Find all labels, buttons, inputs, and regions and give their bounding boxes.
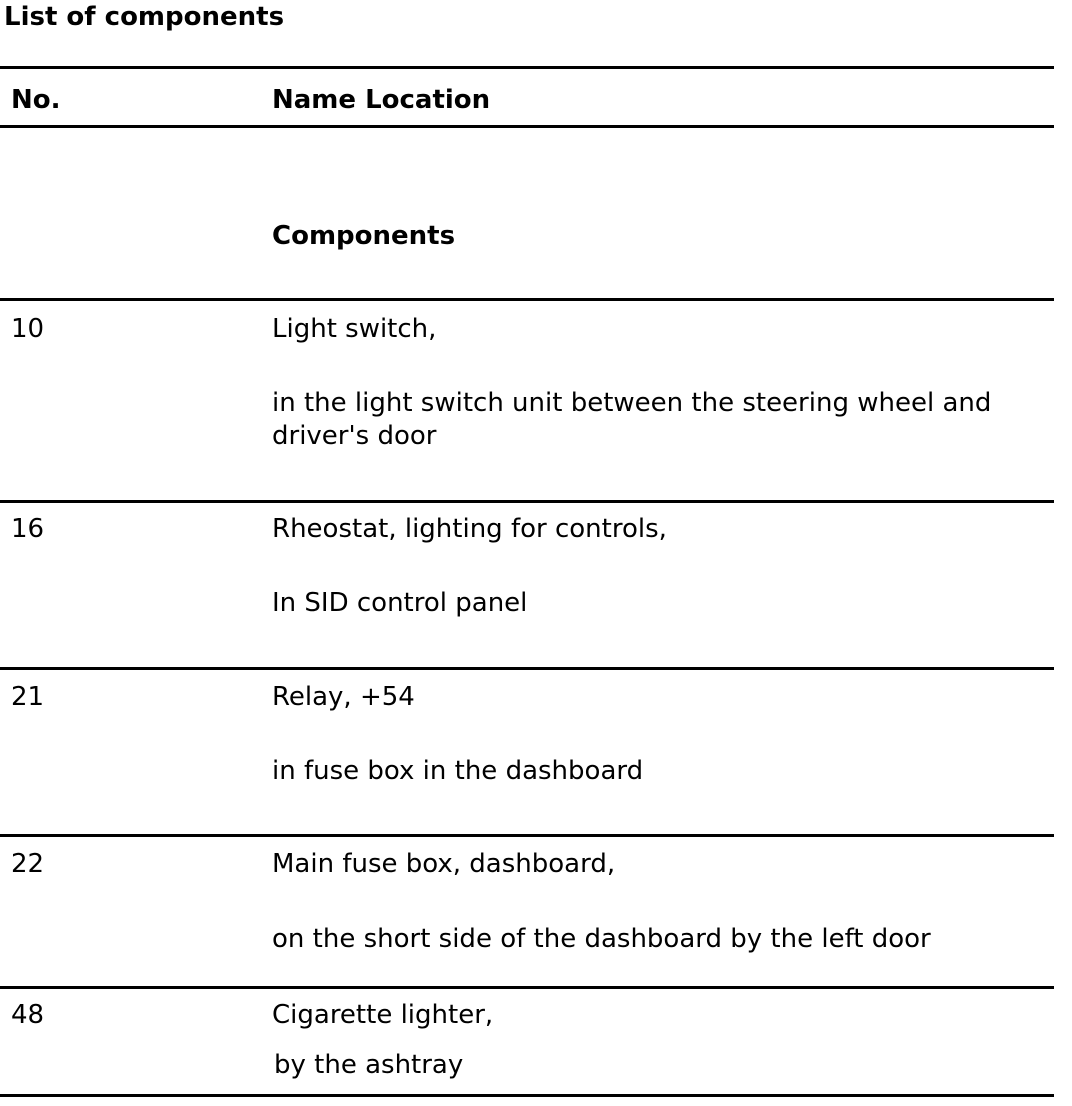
component-name: Light switch,	[272, 314, 437, 344]
row-divider	[0, 500, 1054, 503]
row-divider	[0, 986, 1054, 989]
header-bottom-rule	[0, 125, 1054, 128]
row-number: 10	[11, 314, 45, 344]
section-heading: Components	[272, 221, 456, 251]
header-name-location: Name Location	[272, 85, 491, 115]
component-name: Rheostat, lighting for controls,	[272, 514, 667, 544]
row-number: 22	[11, 849, 45, 879]
row-number: 16	[11, 514, 45, 544]
row-number: 48	[11, 1000, 45, 1030]
component-location: in the light switch unit between the steering wheel and driver's door	[272, 388, 992, 451]
component-name: Main fuse box, dashboard,	[272, 849, 616, 879]
component-name: Cigarette lighter,	[272, 1000, 494, 1030]
row-divider	[0, 667, 1054, 670]
component-location: In SID control panel	[272, 588, 528, 618]
document-title: List of components	[4, 2, 285, 32]
table-bottom-rule	[0, 1094, 1054, 1097]
row-number: 21	[11, 682, 45, 712]
component-location: by the ashtray	[274, 1050, 464, 1080]
row-divider	[0, 298, 1054, 301]
component-location: on the short side of the dashboard by the left door	[272, 924, 931, 954]
component-location: in fuse box in the dashboard	[272, 756, 644, 786]
table-top-rule	[0, 66, 1054, 69]
component-name: Relay, +54	[272, 682, 415, 712]
header-no: No.	[11, 85, 61, 115]
row-divider	[0, 834, 1054, 837]
